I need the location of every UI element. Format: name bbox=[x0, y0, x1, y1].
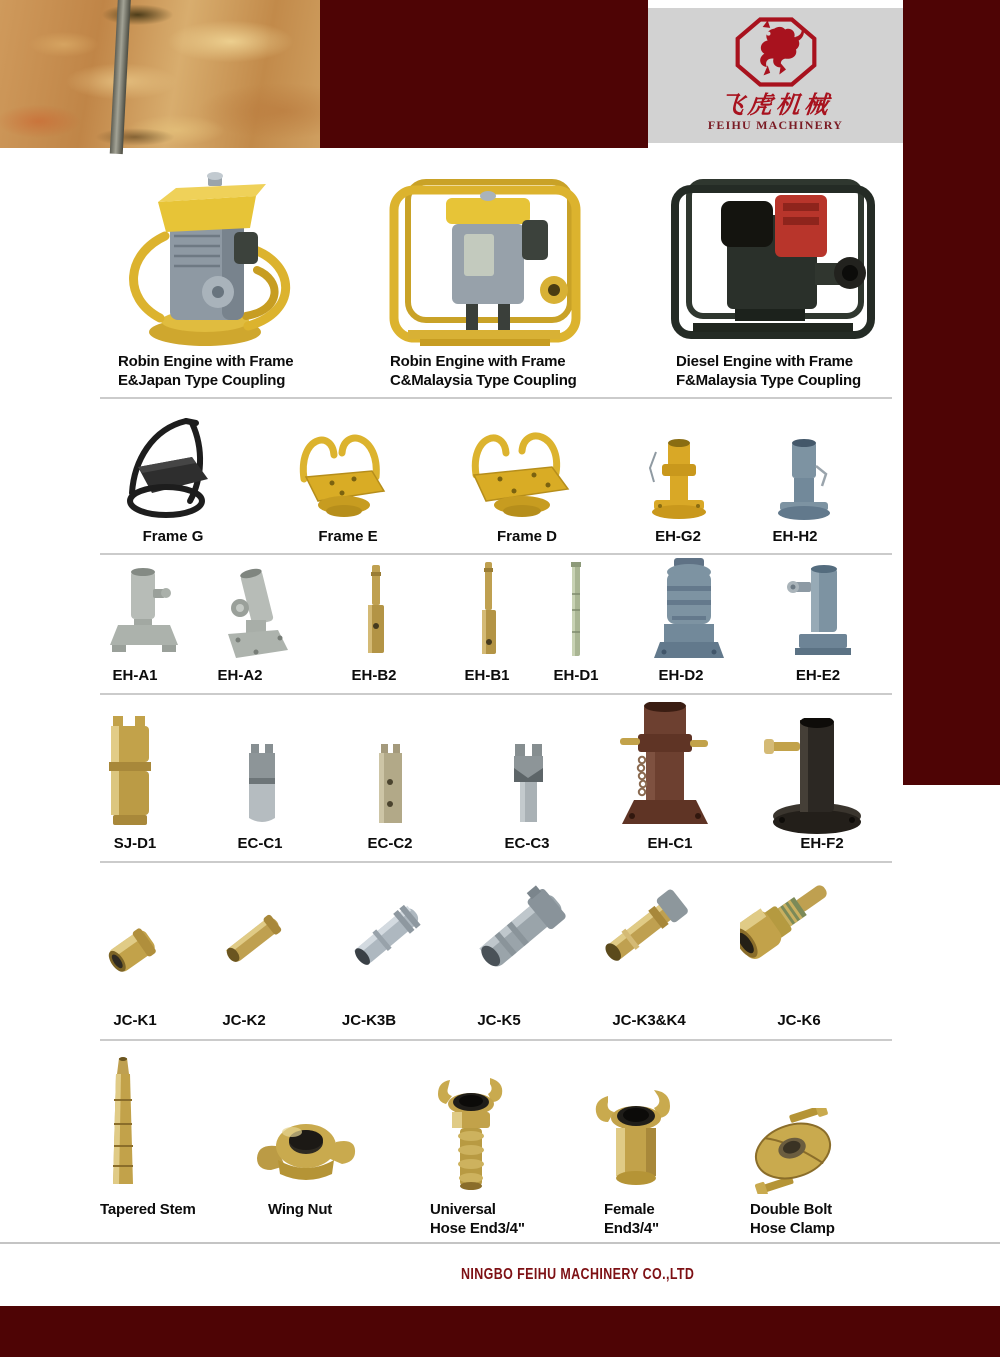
label-line-2: E&Japan Type Coupling bbox=[118, 372, 286, 389]
jc-k3b-image bbox=[350, 888, 424, 984]
divider-1 bbox=[100, 397, 892, 399]
label-line-2: F&Malaysia Type Coupling bbox=[676, 372, 861, 389]
product-eh-b2 bbox=[358, 562, 394, 660]
label-frame-e: Frame E bbox=[318, 528, 378, 545]
ec-c2-image bbox=[374, 740, 406, 828]
product-robin-engine-frame-c bbox=[382, 172, 587, 354]
logo-english-name: FEIHU MACHINERY bbox=[707, 118, 844, 132]
product-universal-hose-end bbox=[428, 1078, 516, 1194]
double-bolt-hose-clamp-image bbox=[740, 1108, 846, 1194]
jc-k6-image bbox=[740, 868, 846, 996]
label-line-1: Double Bolt bbox=[750, 1201, 832, 1218]
feihu-emblem-icon bbox=[724, 12, 828, 92]
jc-k3-k4-image bbox=[602, 873, 694, 987]
label-frame-g: Frame G bbox=[142, 528, 204, 545]
label-eh-g2: EH-G2 bbox=[655, 528, 701, 545]
label-line-1: Tapered Stem bbox=[100, 1201, 196, 1218]
label-eh-d2: EH-D2 bbox=[658, 667, 704, 684]
header-maroon-block bbox=[320, 0, 648, 148]
label-eh-a1: EH-A1 bbox=[112, 667, 158, 684]
product-ec-c3 bbox=[510, 740, 546, 830]
label-female-end bbox=[604, 1200, 659, 1238]
wing-nut-image bbox=[256, 1112, 356, 1190]
eh-b1-image bbox=[474, 560, 504, 660]
eh-a1-image bbox=[104, 565, 184, 660]
label-line-2: Hose End3/4" bbox=[430, 1220, 525, 1237]
product-tapered-stem bbox=[104, 1056, 142, 1190]
eh-g2-image bbox=[644, 438, 712, 523]
label-ec-c1: EC-C1 bbox=[237, 835, 283, 852]
label-jc-k3b: JC-K3B bbox=[341, 1012, 397, 1029]
frame-g-image bbox=[108, 415, 228, 520]
label-eh-d1: EH-D1 bbox=[553, 667, 599, 684]
label-ec-c3: EC-C3 bbox=[504, 835, 550, 852]
label-line-1: Diesel Engine with Frame bbox=[676, 353, 853, 370]
label-eh-h2: EH-H2 bbox=[772, 528, 818, 545]
right-maroon-band bbox=[903, 0, 1000, 785]
product-eh-a2 bbox=[216, 568, 294, 660]
label-ec-c2: EC-C2 bbox=[367, 835, 413, 852]
product-eh-d1 bbox=[566, 560, 586, 660]
label-robin-engine-frame-e bbox=[118, 352, 293, 390]
product-female-end bbox=[590, 1088, 682, 1192]
label-line-2: C&Malaysia Type Coupling bbox=[390, 372, 577, 389]
robin-engine-cage-frame-image bbox=[382, 172, 587, 354]
product-robin-engine-frame-e bbox=[110, 168, 305, 348]
tapered-stem-image bbox=[104, 1056, 142, 1190]
product-wing-nut bbox=[256, 1112, 356, 1190]
label-frame-d: Frame D bbox=[496, 528, 558, 545]
footer-maroon-bar bbox=[0, 1306, 1000, 1357]
product-frame-d bbox=[456, 415, 580, 522]
label-jc-k3-k4: JC-K3&K4 bbox=[612, 1012, 686, 1029]
product-ec-c2 bbox=[374, 740, 406, 828]
label-double-bolt-hose-clamp bbox=[750, 1200, 835, 1238]
product-ec-c1 bbox=[244, 740, 280, 830]
product-eh-c1 bbox=[618, 702, 710, 832]
product-jc-k3-k4 bbox=[602, 873, 694, 987]
eh-h2-image bbox=[768, 438, 840, 523]
label-jc-k5: JC-K5 bbox=[477, 1012, 521, 1029]
ec-c3-image bbox=[510, 740, 546, 830]
product-jc-k3b bbox=[350, 888, 424, 984]
product-eh-d2 bbox=[654, 556, 724, 662]
label-robin-engine-frame-c bbox=[390, 352, 577, 390]
label-universal-hose-end bbox=[430, 1200, 525, 1238]
ec-c1-image bbox=[244, 740, 280, 830]
label-eh-e2: EH-E2 bbox=[795, 667, 841, 684]
product-eh-b1 bbox=[474, 560, 504, 660]
label-jc-k6: JC-K6 bbox=[777, 1012, 821, 1029]
jc-k1-image bbox=[104, 922, 160, 980]
label-sj-d1: SJ-D1 bbox=[113, 835, 157, 852]
label-diesel-engine-frame-f bbox=[676, 352, 861, 390]
frame-e-image bbox=[280, 415, 400, 522]
logo-panel bbox=[648, 8, 903, 143]
footer-company-name: NINGBO FEIHU MACHINERY CO.,LTD bbox=[461, 1266, 695, 1283]
label-jc-k1: JC-K1 bbox=[113, 1012, 157, 1029]
label-line-1: Female bbox=[604, 1201, 655, 1218]
label-tapered-stem bbox=[100, 1200, 196, 1219]
eh-b2-image bbox=[358, 562, 394, 660]
divider-6 bbox=[0, 1242, 1000, 1244]
label-eh-a2: EH-A2 bbox=[217, 667, 263, 684]
label-line-2: End3/4" bbox=[604, 1220, 659, 1237]
eh-c1-image bbox=[618, 702, 710, 832]
product-eh-f2 bbox=[760, 718, 862, 836]
logo-chinese-name: 飞虎机械 bbox=[718, 91, 833, 119]
product-eh-h2 bbox=[768, 438, 840, 523]
label-eh-f2: EH-F2 bbox=[800, 835, 844, 852]
label-eh-c1: EH-C1 bbox=[647, 835, 693, 852]
eh-d2-image bbox=[654, 556, 724, 662]
product-eh-g2 bbox=[644, 438, 712, 523]
label-eh-b1: EH-B1 bbox=[464, 667, 510, 684]
pole-shadow bbox=[95, 128, 175, 146]
divider-5 bbox=[100, 1039, 892, 1041]
product-jc-k1 bbox=[104, 922, 160, 980]
product-frame-g bbox=[108, 415, 228, 520]
universal-hose-end-image bbox=[428, 1078, 516, 1194]
label-line-1: Wing Nut bbox=[268, 1201, 333, 1218]
product-eh-e2 bbox=[785, 562, 855, 660]
label-line-1: Robin Engine with Frame bbox=[118, 353, 294, 370]
jc-k5-image bbox=[478, 875, 566, 987]
divider-3 bbox=[100, 693, 892, 695]
product-jc-k6 bbox=[740, 868, 846, 996]
label-line-1: Universal bbox=[430, 1201, 496, 1218]
eh-e2-image bbox=[785, 562, 855, 660]
divider-2 bbox=[100, 553, 892, 555]
product-diesel-engine-frame-f bbox=[665, 175, 880, 345]
product-double-bolt-hose-clamp bbox=[740, 1108, 846, 1194]
label-line-1: Robin Engine with Frame bbox=[390, 353, 566, 370]
product-jc-k5 bbox=[478, 875, 566, 987]
divider-4 bbox=[100, 861, 892, 863]
diesel-engine-cage-frame-image bbox=[665, 175, 880, 345]
frame-d-image bbox=[456, 415, 580, 522]
outback-photo bbox=[0, 0, 320, 148]
product-jc-k2 bbox=[222, 905, 286, 977]
jc-k2-image bbox=[222, 905, 286, 977]
female-end-image bbox=[590, 1088, 682, 1192]
eh-d1-image bbox=[566, 560, 586, 660]
sj-d1-image bbox=[104, 712, 156, 830]
label-eh-b2: EH-B2 bbox=[351, 667, 397, 684]
product-frame-e bbox=[280, 415, 400, 522]
label-wing-nut bbox=[268, 1200, 332, 1219]
label-line-2: Hose Clamp bbox=[750, 1220, 835, 1237]
robin-engine-loop-frame-image bbox=[110, 168, 305, 348]
eh-a2-image bbox=[216, 568, 294, 660]
eh-f2-image bbox=[760, 718, 862, 836]
label-jc-k2: JC-K2 bbox=[222, 1012, 266, 1029]
product-eh-a1 bbox=[104, 565, 184, 660]
product-sj-d1 bbox=[104, 712, 156, 830]
